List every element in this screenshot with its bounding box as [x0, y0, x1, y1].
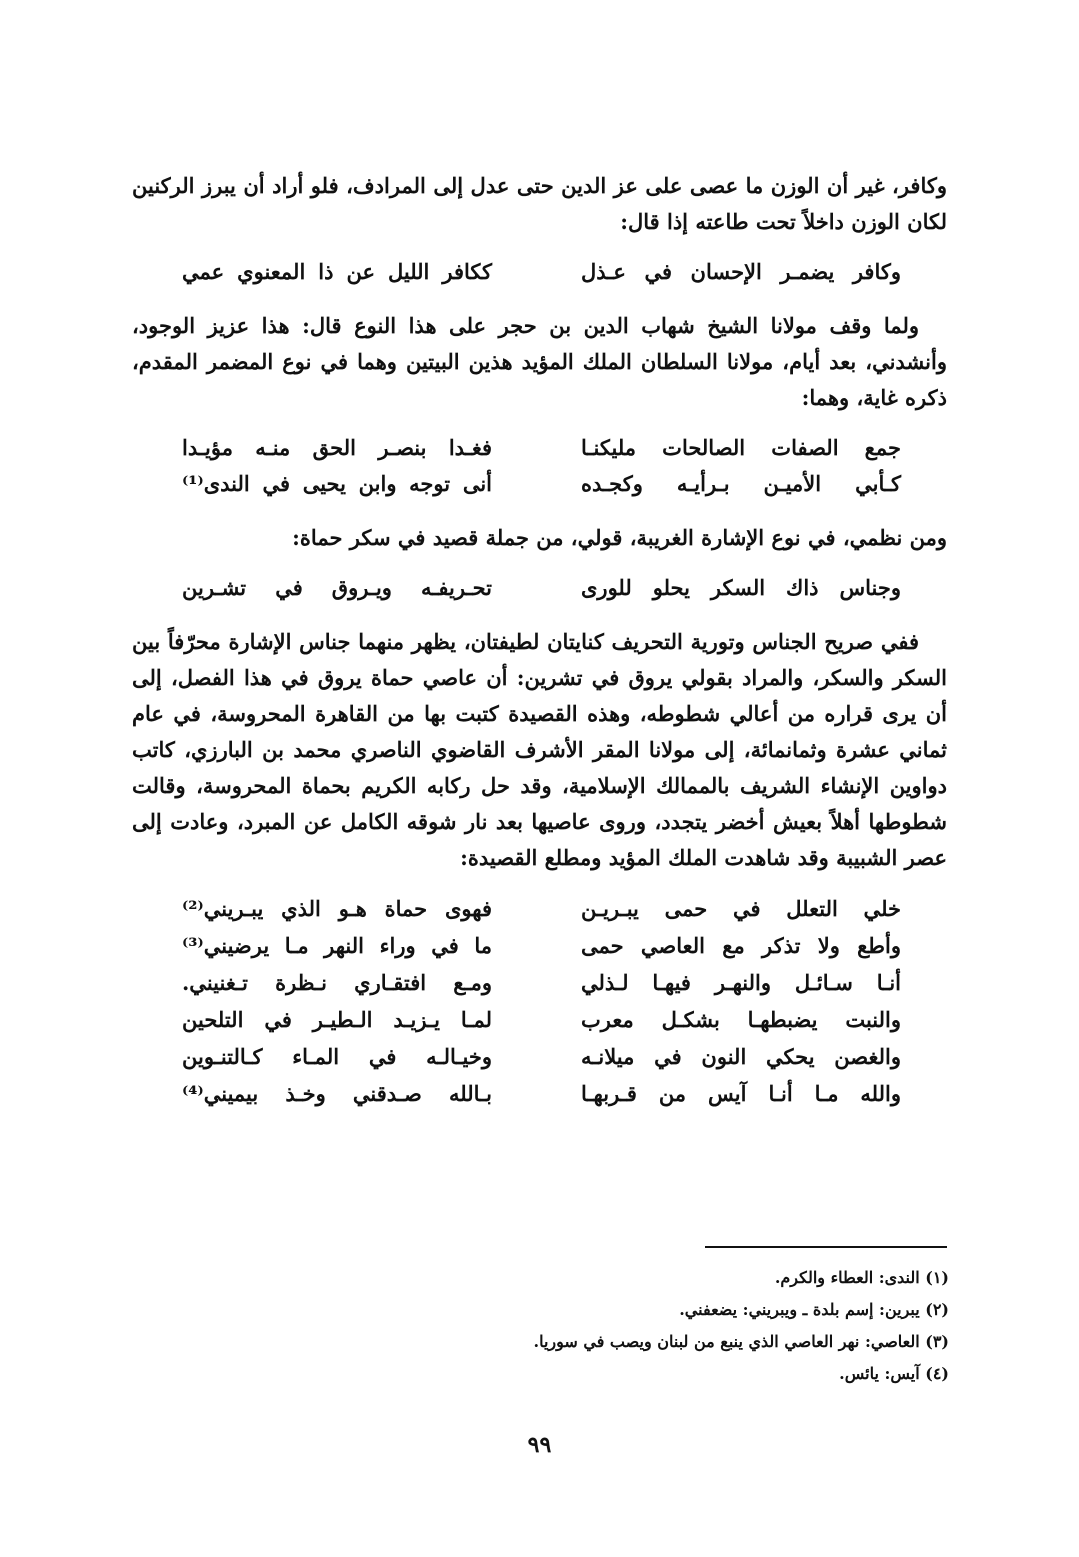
verse-second-hemistich: ككافر الليل عن ذا المعنوي عمي: [182, 259, 492, 284]
verse-block-4: [132, 890, 947, 1112]
footnote-separator: [705, 1246, 947, 1248]
verse-line: [132, 1038, 947, 1075]
verse-block-2: [132, 430, 947, 502]
main-text: [132, 168, 947, 1130]
footnote-1: (١) الندى: العطاء والكرم.: [774, 1268, 949, 1287]
verse-line: [132, 964, 947, 1001]
verse-first-hemistich: والغصن يحكي النون في ميلانـه: [581, 1044, 901, 1069]
footnote-4: (٤) آيس: يائس.: [839, 1364, 949, 1383]
verse-first-hemistich: خلي التعلل في حمى يبـريـن: [581, 896, 901, 921]
verse-second-hemistich: وخيـالـه في المـاء كـالتنـوين: [182, 1044, 492, 1069]
verse-first-hemistich: والله مـا أنـا آيس من قـربهـا: [581, 1081, 901, 1106]
paragraph-2: ولما وقف مولانا الشيخ شهاب الدين بن حجر على هذا النوع قال: هذا عزيز الوجود، وأنشدني، بعد أيام، مولانا السلطان الملك المؤيد هذين البيتين وهما في نوع المضمر المقدم، ذكره غاية، وهما:: [132, 313, 947, 410]
footnotes: [134, 1262, 949, 1390]
verse-first-hemistich: وأطع ولا تذكر مع العاصي حمى: [581, 933, 901, 958]
verse-first-hemistich: أنـا سـائـل والنهـر فيهـا لـذلي: [581, 970, 901, 995]
footnote-3: (٣) العاصي: نهر العاصي الذي ينبع من لبنان ويصب في سوريا.: [533, 1332, 949, 1351]
verse-second-hemistich: فهوى حماة هـو الذي يبـريني⁽²⁾: [182, 896, 492, 921]
verse-line: [132, 890, 947, 927]
verse-first-hemistich: كـأبي الأميـن بـرأيـه وكجـده: [581, 471, 901, 496]
verse-second-hemistich: أنى توجه وابن يحيى في الندى⁽¹⁾: [182, 471, 492, 496]
verse-first-hemistich: وكافر يضمـر الإحسان في عـذل: [581, 259, 901, 284]
verse-first-hemistich: جمع الصفات الصالحات مليكنـا: [581, 435, 901, 460]
verse-second-hemistich: لمـا يـزيـد الـطيـر في التلحين: [182, 1007, 492, 1032]
verse-block-1: [132, 254, 947, 290]
verse-second-hemistich: ما في وراء النهر مـا يرضيني⁽³⁾: [182, 933, 492, 958]
verse-first-hemistich: وجناس ذاك السكر يحلو للورى: [581, 575, 901, 600]
verse-line: [132, 570, 947, 606]
paragraph-3: ومن نظمي، في نوع الإشارة الغريبة، قولي، من جملة قصيد في سكر حماة:: [292, 525, 947, 550]
verse-second-hemistich: تحـريفـه ويـروق في تشـرين: [182, 575, 492, 600]
paragraph-1: وكافر، غير أن الوزن ما عصى على عز الدين حتى عدل إلى المرادف، فلو أراد أن يبرز الركنين لكان الوزن داخلاً تحت طاعته إذا قال:: [132, 173, 947, 234]
verse-line: [132, 1075, 947, 1112]
footnote-2: (٢) يبرين: إسم بلدة ـ ويبريني: يضعفني.: [679, 1300, 949, 1319]
verse-line: [132, 254, 947, 290]
verse-second-hemistich: بـالله صـدقني وخـذ بيميني⁽⁴⁾: [182, 1081, 492, 1106]
verse-second-hemistich: ومـع افتقـاري نـظرة تـغنيني.: [182, 970, 492, 995]
verse-first-hemistich: والنبت يضبطهـا بشكـل معرب: [581, 1007, 901, 1032]
page-number: ٩٩: [527, 1432, 552, 1458]
verse-line: [132, 1001, 947, 1038]
verse-second-hemistich: فغـدا بنصـر الحق منـه مؤيـدا: [182, 435, 492, 460]
verse-block-3: [132, 570, 947, 606]
verse-line: [132, 430, 947, 466]
verse-line: [132, 466, 947, 502]
paragraph-4: ففي صريح الجناس وتورية التحريف كنايتان لطيفتان، يظهر منهما جناس الإشارة محرّفاً بين السكر والسكر، والمراد بقولي يروق في تشرين: أن عاصي حماة يروق في هذا الفصل، إلى أن يرى قراره من أعالي شطوطه، وهذه القصيدة كتبت بها من القاهرة المحروسة، في عام ثماني عشرة وثمانمائة، إلى مولانا المقر الأشرف القاضوي الناصري محمد بن البارزي، كاتب دواوين الإنشاء الشريف بالممالك الإسلامية، وقد حل ركابه الكريم بحماة المحروسة، وقالت شطوطها أهلاً بعيش أخضر يتجدد، وروى عاصيها بعد نار شوقه الكامل عن المبرد، وعادت إلى عصر الشبيبة وقد شاهدت الملك المؤيد ومطلع القصيدة:: [132, 629, 948, 870]
verse-line: [132, 927, 947, 964]
